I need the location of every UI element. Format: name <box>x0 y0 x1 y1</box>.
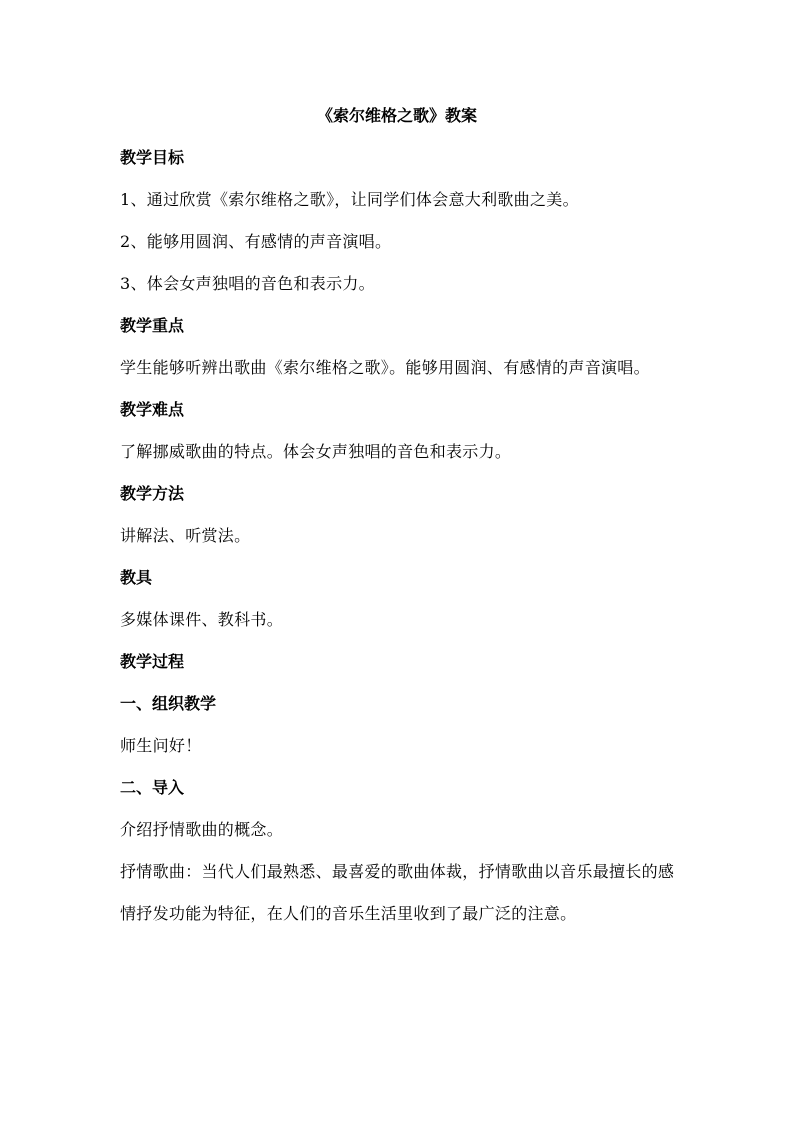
intro-text: 介绍抒情歌曲的概念。 <box>120 820 284 839</box>
methods-text: 讲解法、听赏法。 <box>120 526 251 545</box>
objective-item-2: 2、能够用圆润、有感情的声音演唱。 <box>120 232 392 251</box>
materials-text: 多媒体课件、教科书。 <box>120 610 284 629</box>
objective-item-3: 3、体会女声独唱的音色和表示力。 <box>120 274 375 293</box>
difficulties-text: 了解挪威歌曲的特点。体会女声独唱的音色和表示力。 <box>120 442 512 461</box>
subsection-heading-intro: 二、导入 <box>120 778 185 797</box>
subsection-heading-organize: 一、组织教学 <box>120 694 217 713</box>
organize-text: 师生问好！ <box>120 736 202 755</box>
section-heading-difficulties: 教学难点 <box>120 400 185 419</box>
document-title: 《索尔维格之歌》教案 <box>316 106 477 125</box>
section-heading-key-points: 教学重点 <box>120 316 185 335</box>
objective-item-1: 1、通过欣赏《索尔维格之歌》，让同学们体会意大利歌曲之美。 <box>120 190 579 209</box>
section-heading-materials: 教具 <box>120 568 153 587</box>
section-heading-process: 教学过程 <box>120 652 185 671</box>
document-body <box>120 146 680 944</box>
key-points-text: 学生能够听辨出歌曲《索尔维格之歌》。能够用圆润、有感情的声音演唱。 <box>120 358 650 377</box>
lyric-song-definition: 抒情歌曲：当代人们最熟悉、最喜爱的歌曲体裁，抒情歌曲以音乐最擅长的感情抒发功能为特征，在人们的音乐生活里收到了最广泛的注意。 <box>120 862 675 923</box>
section-heading-methods: 教学方法 <box>120 484 185 503</box>
section-heading-objectives: 教学目标 <box>120 148 185 167</box>
